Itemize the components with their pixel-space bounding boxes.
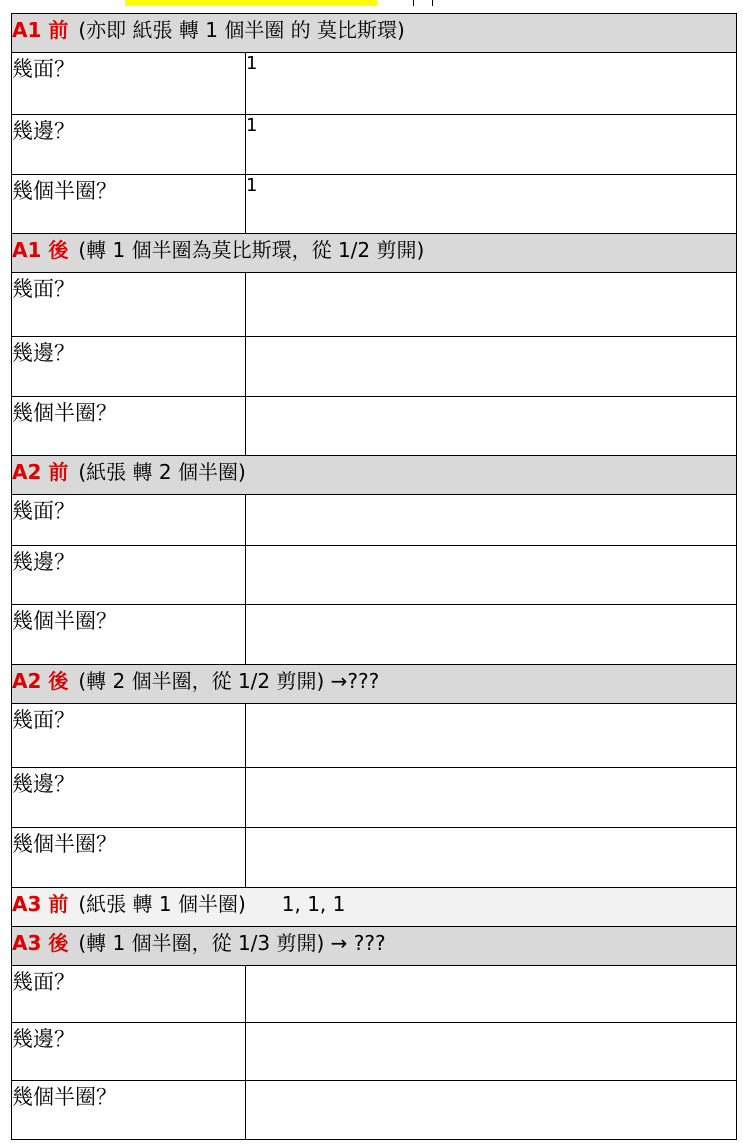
section-header — [12, 888, 737, 927]
answer-cell[interactable]: 1 — [246, 175, 737, 234]
yellow-highlight — [125, 0, 377, 6]
answer-cell[interactable] — [246, 966, 737, 1023]
section-header — [12, 665, 737, 704]
answer-cell[interactable]: 1 — [246, 53, 737, 115]
section-header — [12, 456, 737, 495]
section-header — [12, 927, 737, 966]
section-answer: 1, 1, 1 — [281, 892, 346, 916]
question-label: 幾個半圈？ — [12, 605, 246, 665]
table-row — [12, 337, 737, 397]
table-row — [12, 768, 737, 828]
table-row — [12, 704, 737, 768]
question-label: 幾面？ — [12, 704, 246, 768]
answer-cell[interactable] — [246, 605, 737, 665]
section-tag: A1 前 — [12, 18, 69, 42]
answer-cell[interactable] — [246, 768, 737, 828]
table-row — [12, 273, 737, 337]
section-header-row — [12, 14, 737, 53]
question-label: 幾面？ — [12, 495, 246, 546]
table-row — [12, 175, 737, 234]
section-header-row — [12, 665, 737, 704]
table-row — [12, 1023, 737, 1081]
worksheet-table — [11, 13, 737, 1140]
question-label: 幾個半圈？ — [12, 175, 246, 234]
section-header-row — [12, 888, 737, 927]
question-label: 幾邊？ — [12, 115, 246, 175]
section-description: (轉 1 個半圈，從 1/3 剪開) → ??? — [78, 931, 386, 955]
cropped-text-fragment — [413, 0, 414, 6]
answer-cell[interactable] — [246, 337, 737, 397]
section-tag: A3 後 — [12, 931, 69, 955]
question-label: 幾邊？ — [12, 337, 246, 397]
section-description: (紙張 轉 2 個半圈) — [78, 460, 246, 484]
section-header-row — [12, 234, 737, 273]
table-row — [12, 53, 737, 115]
table-row — [12, 546, 737, 605]
question-label: 幾面？ — [12, 273, 246, 337]
section-description: (轉 1 個半圈為莫比斯環，從 1/2 剪開) — [78, 238, 425, 262]
table-row — [12, 1081, 737, 1140]
section-tag: A1 後 — [12, 238, 69, 262]
answer-cell[interactable]: 1 — [246, 115, 737, 175]
table-row — [12, 966, 737, 1023]
section-tag: A2 前 — [12, 460, 69, 484]
table-row — [12, 605, 737, 665]
table-row — [12, 115, 737, 175]
answer-cell[interactable] — [246, 828, 737, 888]
section-description: (轉 2 個半圈，從 1/2 剪開) →??? — [78, 669, 380, 693]
section-tag: A2 後 — [12, 669, 69, 693]
section-header — [12, 14, 737, 53]
question-label: 幾個半圈？ — [12, 397, 246, 456]
table-row — [12, 828, 737, 888]
answer-cell[interactable] — [246, 495, 737, 546]
question-label: 幾個半圈？ — [12, 828, 246, 888]
question-label: 幾個半圈？ — [12, 1081, 246, 1140]
section-description: (紙張 轉 1 個半圈) — [78, 892, 246, 916]
question-label: 幾面？ — [12, 966, 246, 1023]
question-label: 幾面？ — [12, 53, 246, 115]
table-row — [12, 397, 737, 456]
answer-cell[interactable] — [246, 397, 737, 456]
answer-cell[interactable] — [246, 546, 737, 605]
section-header-row — [12, 456, 737, 495]
question-label: 幾邊？ — [12, 768, 246, 828]
section-header-row — [12, 927, 737, 966]
cropped-top-line — [0, 0, 743, 8]
section-description: (亦即 紙張 轉 1 個半圈 的 莫比斯環) — [78, 18, 405, 42]
question-label: 幾邊？ — [12, 546, 246, 605]
answer-cell[interactable] — [246, 1081, 737, 1140]
answer-cell[interactable] — [246, 704, 737, 768]
answer-cell[interactable] — [246, 273, 737, 337]
section-header — [12, 234, 737, 273]
cropped-text-fragment — [432, 0, 433, 6]
section-tag: A3 前 — [12, 892, 69, 916]
question-label: 幾邊？ — [12, 1023, 246, 1081]
answer-cell[interactable] — [246, 1023, 737, 1081]
table-row — [12, 495, 737, 546]
